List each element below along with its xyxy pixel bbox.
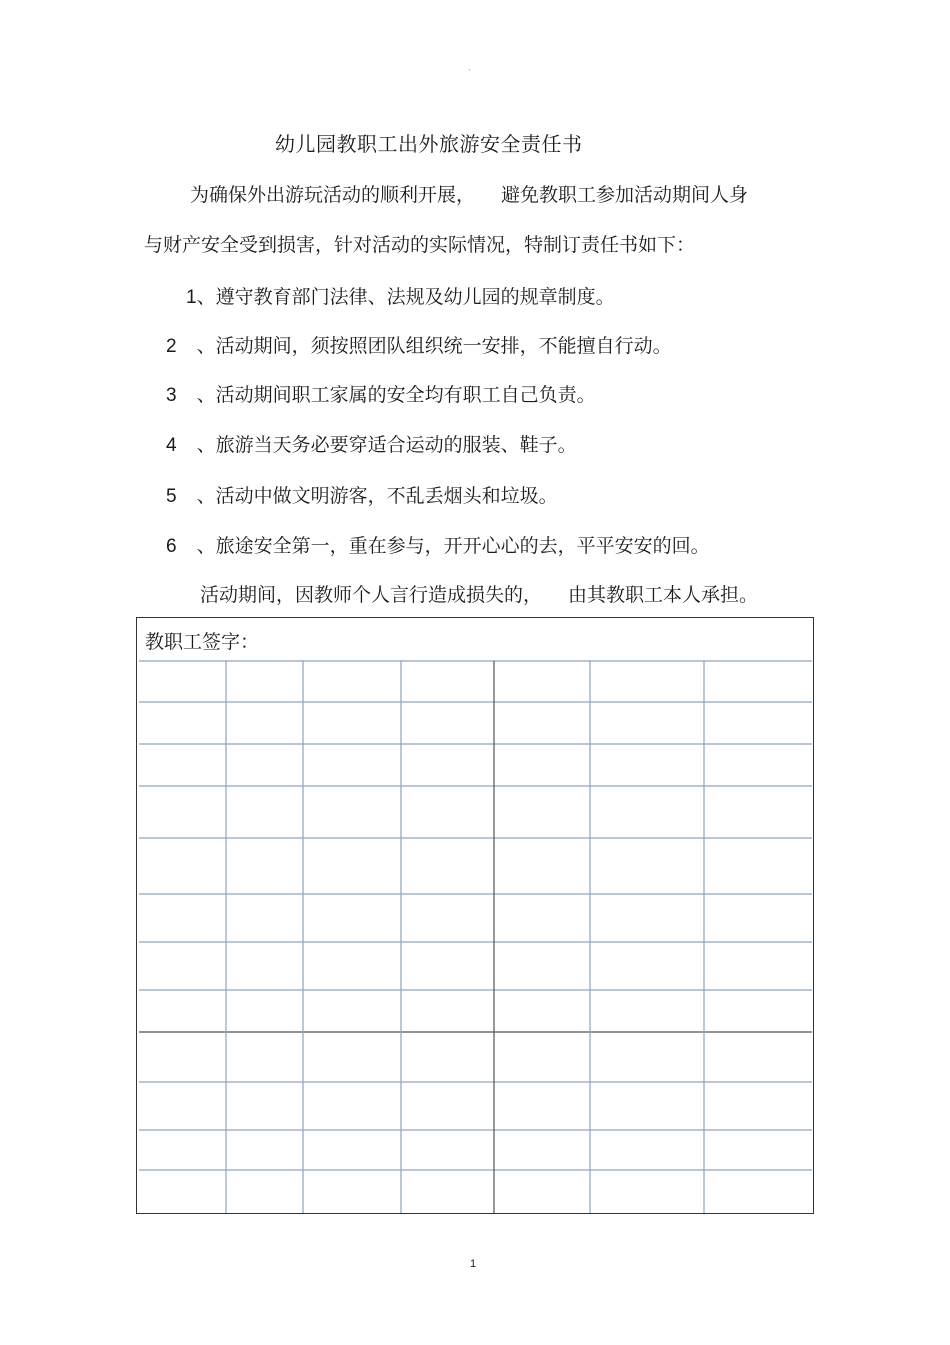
rule-number: 1 (186, 287, 197, 308)
rule-text: 、旅游当天务必要穿适合运动的服装、鞋子。 (196, 434, 577, 456)
intro-line-2: 与财产安全受到损害，针对活动的实际情况，特制订责任书如下： (144, 234, 696, 256)
rule-number: 4 (166, 435, 177, 456)
rule-text: 、遵守教育部门法律、法规及幼儿园的规章制度。 (196, 286, 615, 308)
intro-line-1-b: 避免教职工参加活动期间人身 (501, 184, 749, 206)
document-title: 幼儿园教职工出外旅游安全责任书 (275, 132, 583, 156)
header-mark: · (468, 66, 471, 76)
intro-line-1-a: 为确保外出游玩活动的顺利开展， (190, 184, 476, 206)
rule-number: 3 (166, 385, 177, 406)
rule-number: 6 (166, 536, 177, 557)
rule-text: 、活动中做文明游客，不乱丢烟头和垃圾。 (196, 485, 558, 507)
rule-text: 、旅途安全第一，重在参与，开开心心的去，平平安安的回。 (196, 535, 710, 557)
page-number: 1 (470, 1258, 477, 1270)
rule-number: 2 (166, 336, 177, 357)
closing-part-a: 活动期间，因教师个人言行造成损失的， (200, 584, 543, 606)
signature-label: 教职工签字： (145, 631, 260, 653)
closing-part-b: 由其教职工本人承担。 (568, 584, 759, 606)
rule-text: 、活动期间职工家属的安全均有职工自己负责。 (196, 384, 596, 406)
rule-text: 、活动期间，须按照团队组织统一安排，不能擅自行动。 (196, 335, 672, 357)
rule-number: 5 (166, 486, 177, 507)
signature-grid-lines (139, 661, 812, 1213)
